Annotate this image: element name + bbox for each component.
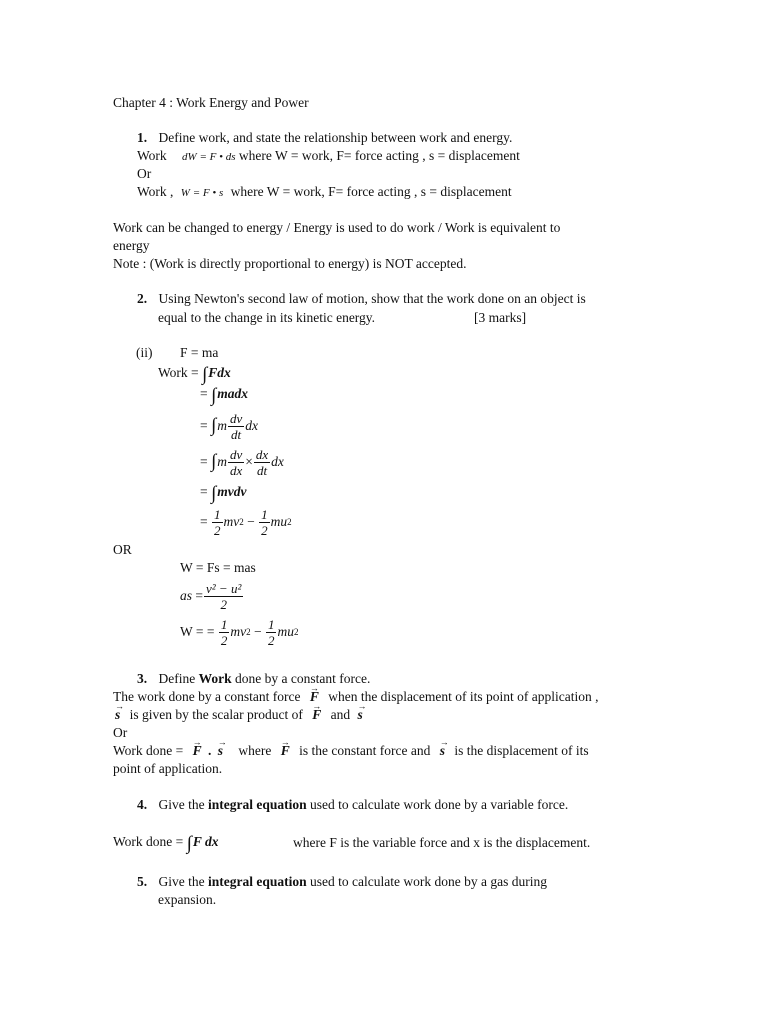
question-2	[137, 291, 586, 307]
question-number: 2.	[137, 291, 148, 306]
part-label: (ii)	[136, 345, 153, 360]
work-fs-equation: W = Fs = mas	[180, 560, 256, 575]
displacement-vector: → s	[115, 707, 120, 723]
work-formula: W = F • s	[180, 187, 224, 199]
question-text: Using Newton's second law of motion, show that the work done on an object is	[158, 291, 586, 306]
integral-formula: F dx	[192, 834, 219, 849]
question-number: 5.	[137, 874, 148, 889]
force-vector: → F	[281, 743, 290, 759]
work-integral-step-2: = ∫madx	[200, 385, 248, 406]
note-text: Note : (Work is directly proportional to energy) is NOT accepted.	[113, 256, 467, 271]
question-text: Define work, and state the relationship between work and energy.	[158, 130, 513, 145]
or-text: Or	[113, 725, 128, 740]
question-5: 5. Give the integral equation used to calculate work done by a gas during	[137, 874, 547, 889]
question-number: 1.	[137, 130, 148, 145]
question-number: 4.	[137, 797, 148, 812]
question-text-cont: equal to the change in its kinetic energy. [3 marks]	[158, 310, 527, 325]
force-vector: → F	[310, 689, 319, 705]
question-3: 3. Define Work done by a constant force.	[137, 671, 371, 686]
work-ke-equation: W = = $\frac{1}{2}$ mv 2 − $\frac{1}{2}$ mu 2	[180, 616, 299, 648]
fraction: $\frac{1}{2}$	[220, 616, 228, 648]
answer-line: → s is given by the scalar product of → F and → s	[115, 707, 363, 723]
displacement-vector: → s	[357, 707, 362, 723]
or-text: Or	[137, 166, 152, 181]
work-integral-step-3: = ∫ m $\frac{dv}{dt}$ dx	[200, 410, 258, 442]
force-vector: → F	[312, 707, 321, 723]
work-equation-1: Work dW = F • ds where W = work, F= force acting , s = displacement	[137, 148, 520, 163]
answer-line: point of application.	[113, 761, 223, 776]
fraction: $\frac{1}{2}$	[267, 616, 275, 648]
question-number: 3.	[137, 671, 148, 686]
fraction: $\frac{dv}{dt}$	[229, 410, 243, 442]
answer-line: Work done = → F . → s where → F is the constant force and → s is the displacement of its	[113, 743, 589, 759]
work-equation-2: Work , W = F • s where W = work, F= force acting , s = displacement	[137, 184, 512, 199]
answer-line: Work done = ∫F dx	[113, 833, 219, 854]
displacement-vector: → s	[218, 743, 223, 759]
force-vector: → F	[193, 743, 202, 759]
kinetic-energy-result: = $\frac{1}{2}$ mv 2 − $\frac{1}{2}$ mu 2	[200, 506, 292, 538]
marks-label: [3 marks]	[474, 310, 527, 325]
question-text-cont: expansion.	[158, 892, 217, 907]
fraction: $\frac{1}{2}$	[214, 506, 221, 538]
work-integral-step-5: = ∫mvdv	[200, 483, 247, 504]
answer-line: The work done by a constant force → F when the displacement of its point of application ,	[113, 689, 599, 705]
fraction: $\frac{\text{v² − u²}}{2}$	[206, 580, 242, 612]
answer-line: energy	[113, 238, 150, 253]
fraction: $\frac{dx}{dt}$	[255, 446, 269, 478]
fraction: $\frac{dv}{dx}$	[229, 446, 243, 478]
answer-line: Work can be changed to energy / Energy is used to do work / Work is equivalent to	[113, 220, 561, 235]
fraction: $\frac{1}{2}$	[261, 506, 268, 538]
work-integral-step-1: Work = ∫Fdx	[158, 364, 231, 385]
page-title: Chapter 4 : Work Energy and Power	[113, 95, 309, 110]
work-integral-step-4: = ∫ m $\frac{dv}{dx}$ × $\frac{dx}{dt}$ dx	[200, 446, 284, 478]
question-1	[137, 130, 512, 146]
displacement-vector: → s	[440, 743, 445, 759]
answer-line: where F is the variable force and x is the displacement.	[293, 835, 591, 850]
question-4: 4. Give the integral equation used to calculate work done by a variable force.	[137, 797, 569, 812]
newton-second-law: F = ma	[180, 345, 219, 360]
as-equation: as = $\frac{\text{v² − u²}}{2}$	[180, 580, 242, 612]
differential-work-formula: dW = F • ds	[182, 151, 236, 163]
or-label: OR	[113, 542, 132, 557]
